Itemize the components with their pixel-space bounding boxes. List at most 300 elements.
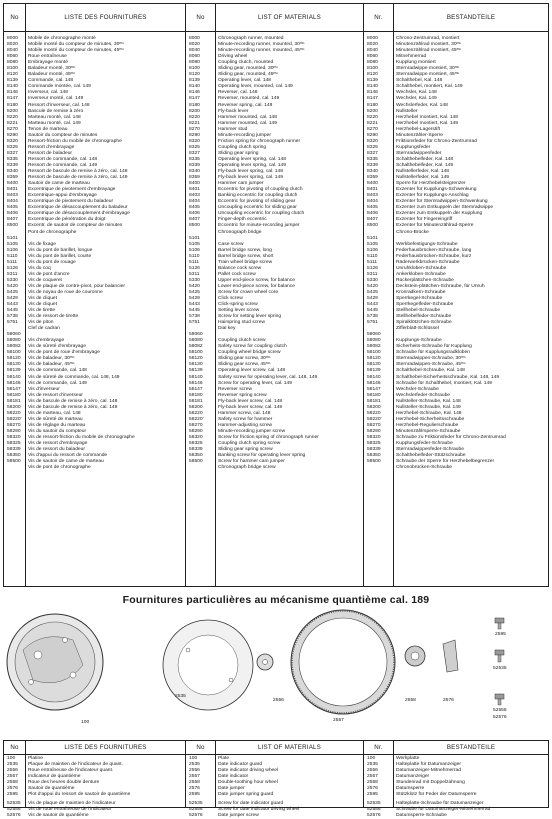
- part-name-cell: Wechslerfeder-Schraube: [396, 392, 451, 398]
- part-number-cell: 8120: [367, 72, 378, 78]
- part-number-cell: 58080: [7, 338, 21, 344]
- part-number-cell: 8500: [189, 223, 200, 229]
- part-name-cell: Vis de bascule de remise à zéro, cal. 148: [28, 398, 118, 404]
- part-number-cell: 8000: [7, 36, 18, 41]
- part-number-cell: 5425: [7, 289, 18, 295]
- part-name-cell: Uncoupling eccentric for sliding gear: [218, 205, 297, 211]
- part-name-cell: Halteplatte-Schraube für Datumanzeiger: [396, 801, 484, 807]
- part-name-cell: Vis d'appui du ressort de commande: [28, 453, 108, 459]
- part-number-cell: 8040: [7, 48, 18, 54]
- part-number-cell: 8221: [189, 120, 200, 126]
- part-number-cell: 58140: [367, 374, 381, 380]
- part-name-cell: Exzenter zum Entkuppeln der Kupplung: [396, 211, 483, 217]
- part-name-cell: Schraube für Schalthebel, montiert, Kal. 149: [396, 380, 492, 386]
- driving-wheel-drawing: [257, 654, 273, 670]
- part-number-cell: 5126: [7, 265, 18, 271]
- part-number-cell: 58147: [367, 386, 381, 392]
- part-name-cell: Datumsperre-Schraube: [396, 813, 447, 819]
- part-number-cell: 58339: [189, 447, 203, 453]
- part-name-cell: Vis de sûreté de commande, cal. 148, 149: [28, 374, 120, 380]
- part-name-cell: Vis de baladeur, 45ᵐⁿ: [28, 362, 75, 368]
- part-name-cell: Minutenzählrsperre-Schraube: [396, 428, 461, 434]
- part-name-cell: Roue entraîneuse: [28, 54, 67, 60]
- part-name-cell: Double-toothing hour wheel: [218, 780, 278, 786]
- part-name-cell: Vis de bascule de remise à zéro, cal. 149: [28, 404, 118, 410]
- part-number-cell: 58181: [7, 398, 21, 404]
- part-number-cell: 8405: [367, 205, 378, 211]
- part-name-cell: Eccentric for pivoting of coupling clutch: [218, 187, 303, 193]
- part-name-cell: Vis d'inverseur: [28, 386, 60, 392]
- part-number-cell: 58147: [7, 386, 21, 392]
- part-number-cell: 8403: [7, 193, 18, 199]
- part-name-cell: Case screw: [218, 241, 244, 247]
- part-name-cell: Click-spring screw: [218, 302, 258, 308]
- part-name-cell: Balance cock screw: [218, 265, 262, 271]
- header-nr-de: Nr.: [364, 4, 394, 31]
- part-name-cell: Eccentric for minute-recording jumper: [218, 223, 300, 229]
- header-no-fr: No: [4, 4, 26, 31]
- part-number-cell: 8060: [189, 54, 200, 60]
- part-name-cell: Screw for friction spring of chronograph runner: [218, 435, 319, 440]
- part-name-cell: Exzenter zum Entkuppeln der Sternradwippe: [396, 205, 494, 211]
- part-number-cell: 8146: [189, 90, 200, 96]
- part-number-cell: 58146: [7, 380, 21, 386]
- part-name-cell: Herzhebel-Schraube, Kal. 148: [396, 410, 462, 416]
- part-number-cell: 8100: [189, 66, 200, 72]
- figure-label-jumper: 2576: [443, 698, 454, 703]
- part-name-cell: Chrono-Zentrumrad, montiert: [396, 36, 460, 41]
- column-no-fr: [4, 32, 26, 586]
- part-name-cell: Vis de cliquet: [28, 302, 57, 308]
- part-name-cell: Excentr. de sautoir de compteur de minutes: [28, 223, 123, 229]
- part-name-cell: Schalthebelfeder, Kal. 148: [396, 156, 454, 162]
- part-number-cell: 8400: [367, 181, 378, 187]
- part-name-cell: Federhausbrücken-Schraube, lang: [396, 247, 472, 253]
- part-name-cell: Sternradwippenfeder-Schraube: [396, 447, 464, 453]
- part-number-cell: 5443: [7, 302, 18, 308]
- column-materials: [216, 755, 364, 819]
- part-number-cell: 5110: [7, 253, 18, 259]
- part-name-cell: Safety screw for coupling clutch: [218, 344, 287, 350]
- part-number-cell: 5111: [189, 259, 200, 265]
- part-name-cell: Reverser, cal. 148: [218, 90, 258, 96]
- part-name-cell: Chronograph runner, mounted: [218, 36, 284, 41]
- part-number-cell: 58220: [7, 410, 21, 416]
- header-fournitures: LISTE DES FOURNITURES: [26, 4, 186, 31]
- parts-illustration: [3, 610, 549, 740]
- part-number-cell: 8020: [367, 42, 378, 48]
- part-name-cell: Chronobrücken-Schraube: [396, 465, 453, 471]
- header-no-fr: No: [4, 741, 26, 754]
- part-number-cell: 5110: [189, 253, 200, 259]
- part-number-cell: 58120: [189, 356, 203, 362]
- part-number-cell: 8406: [189, 211, 200, 217]
- date-indicator-drawing: [291, 610, 395, 714]
- part-number-cell: 8400: [189, 181, 200, 187]
- part-number-cell: 8270: [367, 126, 378, 132]
- part-name-cell: Dial key: [218, 326, 236, 332]
- part-number-cell: 58270: [7, 422, 21, 428]
- part-name-cell: Train wheel bridge screw: [218, 259, 273, 265]
- part-name-cell: Platine: [28, 756, 43, 761]
- part-number-cell: 58220: [367, 410, 381, 416]
- part-name-cell: Schraube zu Friktionsfeder für Chrono-Zentrumrad: [396, 435, 506, 440]
- part-number-cell: 5425: [189, 289, 200, 295]
- materials-table-main: [3, 3, 549, 587]
- part-number-cell: 58130: [189, 362, 203, 368]
- part-name-cell: Coupling clutch screw: [218, 338, 266, 344]
- part-name-cell: Schraube für Kupplungsradkloben: [396, 350, 470, 356]
- part-name-cell: Vis de plaque de contre-pivot, pour balancier: [28, 283, 125, 289]
- part-name-cell: Sliding gear screw, 30ᵐⁿ: [218, 356, 271, 362]
- part-number-cell: 8335: [189, 156, 200, 162]
- part-name-cell: Chronograph bridge: [218, 229, 262, 235]
- column-fournitures: [26, 755, 186, 819]
- part-name-cell: Hammer mounted, cal. 149: [218, 120, 277, 126]
- part-number-cell: 5105: [189, 241, 200, 247]
- part-name-cell: Sperre für Herzhebelsteigrenzer: [396, 181, 466, 187]
- part-number-cell: 2557: [367, 774, 378, 780]
- part-name-cell: Excentrique de pénétration du doigt: [28, 217, 106, 223]
- part-name-cell: Vis de pont de roue d'embrayage: [28, 350, 100, 356]
- part-number-cell: 8404: [367, 199, 378, 205]
- part-number-cell: 58320: [189, 435, 203, 440]
- part-name-cell: Setting lever screw: [218, 308, 260, 314]
- part-number-cell: 100: [189, 756, 198, 761]
- part-name-cell: Chrono-Brücke: [396, 229, 429, 235]
- part-name-cell: Exzenter für Kupplungs-Schwenkung: [396, 187, 477, 193]
- part-number-cell: 8290: [189, 132, 200, 138]
- part-number-cell: 8340: [189, 169, 200, 175]
- part-name-cell: Räderwerkbrücken-Schraube: [396, 259, 460, 265]
- part-number-cell: 8020: [189, 42, 200, 48]
- part-number-cell: 5445: [7, 308, 18, 314]
- part-name-cell: Kupplung montiert: [396, 60, 436, 66]
- part-name-cell: Operating lever spring, cal. 149: [218, 162, 286, 168]
- part-number-cell: 8325: [189, 144, 200, 150]
- part-name-cell: Nullsteller-Schraube, Kal. 149: [396, 404, 461, 410]
- part-number-cell: 8180: [7, 102, 18, 108]
- column-no-en: [186, 32, 216, 586]
- part-number-cell: 8405: [7, 205, 18, 211]
- part-name-cell: Schalthebel, Kal. 148: [396, 78, 443, 84]
- part-name-cell: Exzenter für Kupplungs-Anschlag: [396, 193, 469, 199]
- part-number-cell: 8147: [367, 96, 378, 102]
- screw-2595-drawing: [495, 618, 504, 629]
- part-number-cell: 58147: [189, 386, 203, 392]
- part-name-cell: Coupling clutch spring: [218, 144, 267, 150]
- part-number-cell: 8405: [189, 205, 200, 211]
- part-name-cell: Herzhebel-Sicherheitsschraube: [396, 416, 465, 422]
- part-name-cell: Fly-back lever screw, cal. 148: [218, 398, 283, 404]
- part-number-cell: 5106: [367, 247, 378, 253]
- header-bestandteile: BESTANDTEILE: [446, 744, 496, 751]
- part-number-cell: 5420: [7, 283, 18, 289]
- part-number-cell: 8139: [367, 78, 378, 84]
- part-name-cell: Vis de sûreté d'embrayage: [28, 344, 86, 350]
- part-number-cell: 58120: [367, 356, 381, 362]
- part-number-cell: 58139: [189, 368, 203, 374]
- part-name-cell: Herzhebel-Lagerstift: [396, 126, 441, 132]
- part-name-cell: Screw for crown wheel core: [218, 289, 279, 295]
- part-number-cell: 58220': [7, 416, 22, 422]
- part-name-cell: Operating lever, mounted, cal. 149: [218, 84, 293, 90]
- part-name-cell: Date jumper spring guard: [218, 792, 274, 798]
- column-bestandteile: [394, 755, 548, 819]
- header-nr-de: Nr.: [364, 741, 394, 754]
- part-number-cell: 58290: [189, 428, 203, 434]
- part-name-cell: Barrel bridge screw, short: [218, 253, 274, 259]
- part-name-cell: Screw for setting lever spring: [218, 314, 282, 320]
- part-name-cell: Indicateur de quantième: [28, 774, 81, 780]
- part-name-cell: Minute-recording jumper screw: [218, 428, 286, 434]
- header-materials: LIST OF MATERIALS: [216, 741, 364, 754]
- part-number-cell: 5445: [367, 308, 378, 314]
- table-header-row: [4, 4, 548, 32]
- part-number-cell: 8406: [367, 211, 378, 217]
- part-number-cell: 58181: [367, 398, 381, 404]
- part-number-cell: 8404: [189, 199, 200, 205]
- part-number-cell: 8270: [7, 126, 18, 132]
- part-name-cell: Friktionsfeder für Chrono-Zentrumrad: [396, 138, 477, 144]
- part-name-cell: Minutenzählrad montiert, 45ᵐⁿ: [396, 48, 462, 54]
- part-name-cell: Werkbefestigungs-Schraube: [396, 241, 458, 247]
- part-name-cell: Vis de sautoir de quantième: [28, 813, 89, 819]
- part-name-cell: Vis de pont de chronographe: [28, 465, 91, 471]
- part-number-cell: 8327: [189, 150, 200, 156]
- part-name-cell: Schraube für Datumanzeiger-Mitnehmerrad: [396, 807, 491, 813]
- part-name-cell: Sternradwippe montiert, 30ᵐⁿ: [396, 66, 460, 72]
- part-name-cell: Sperrkegelfeder-Schraube: [396, 302, 454, 308]
- part-number-cell: 5751: [367, 320, 378, 326]
- part-number-cell: 52535: [367, 801, 381, 807]
- part-number-cell: 5330: [189, 277, 200, 283]
- part-name-cell: Vis du coq: [28, 265, 51, 271]
- part-name-cell: Sliding gear, mounted, 30ᵐⁿ: [218, 66, 279, 72]
- part-number-cell: 52576: [7, 813, 21, 819]
- part-name-cell: Kronradkern-Schraube: [396, 289, 446, 295]
- part-name-cell: Click screw: [218, 295, 243, 301]
- figure-label-driving-wheel: 2556: [273, 698, 284, 703]
- part-name-cell: Safety screw for hammer: [218, 416, 273, 422]
- part-name-cell: Sautoir de quantième: [28, 786, 75, 792]
- part-number-cell: 8146: [7, 90, 18, 96]
- part-name-cell: Nullsteller-Schraube, Kal. 148: [396, 398, 461, 404]
- part-number-cell: 8500: [367, 223, 378, 229]
- part-number-cell: 5425: [367, 289, 378, 295]
- part-number-cell: 58139: [367, 368, 381, 374]
- part-name-cell: Safety screw for operating lever, cal. 148, 149: [218, 374, 318, 380]
- part-name-cell: Minutenzählrad montiert, 30ᵐⁿ: [396, 42, 462, 48]
- part-number-cell: 5429: [367, 295, 378, 301]
- part-name-cell: Herzhebel montiert, Kal. 149: [396, 120, 458, 126]
- part-number-cell: 58139: [7, 368, 21, 374]
- part-name-cell: Inverseur monté, cal. 149: [28, 96, 84, 102]
- part-name-cell: Halteplatte für Datumanzeiger: [396, 762, 461, 768]
- part-number-cell: 8221: [7, 120, 18, 126]
- part-name-cell: Excentrique de pivotement d'embrayage: [28, 187, 116, 193]
- part-number-cell: 58146: [367, 380, 381, 386]
- part-name-cell: Sautoir de came de marteau: [28, 181, 90, 187]
- part-number-cell: 58325: [189, 441, 203, 447]
- materials-table-calendar: [3, 740, 549, 819]
- part-number-cell: 2556: [189, 768, 200, 774]
- part-name-cell: Ressort de bascule de remise à zéro, cal. 149: [28, 175, 128, 181]
- part-number-cell: 58082: [189, 344, 203, 350]
- part-name-cell: Hairspring stud screw: [218, 320, 266, 326]
- part-number-cell: 8325: [7, 144, 18, 150]
- part-number-cell: 8200: [367, 108, 378, 114]
- part-number-cell: 58290: [367, 428, 381, 434]
- part-number-cell: 8407: [7, 217, 18, 223]
- part-number-cell: 8140: [7, 84, 18, 90]
- part-number-cell: 8407: [367, 217, 378, 223]
- part-number-cell: 58500: [189, 459, 203, 465]
- part-name-cell: Vis de piton: [28, 320, 54, 326]
- part-number-cell: 8140: [189, 84, 200, 90]
- part-number-cell: 5445: [189, 308, 200, 314]
- part-name-cell: Hammer cam jumper: [218, 181, 264, 187]
- part-number-cell: 8404: [7, 199, 18, 205]
- part-number-cell: 5311: [189, 271, 200, 277]
- column-materials: [216, 32, 364, 586]
- part-number-cell: 5101: [189, 235, 200, 241]
- part-name-cell: Herzhebel-Regulierschraube: [396, 422, 459, 428]
- part-number-cell: 2576: [189, 786, 200, 792]
- date-jumper-drawing: [443, 640, 458, 672]
- part-name-cell: Schraube der Sperre für Herzhebelbegrenzer: [396, 459, 495, 465]
- part-name-cell: Fly-back lever spring, cal. 149: [218, 175, 283, 181]
- part-name-cell: Deckstein-plättchen-Schraube, für Unruh: [396, 283, 485, 289]
- part-number-cell: 58130: [7, 362, 21, 368]
- part-name-cell: Vis de marteau, cal. 148: [28, 410, 81, 416]
- part-name-cell: Hammer-adjusting screw: [218, 422, 273, 428]
- part-number-cell: 5111: [367, 259, 378, 265]
- part-name-cell: Hammer screw, cal. 148: [218, 410, 271, 416]
- part-number-cell: 8139: [7, 78, 18, 84]
- part-name-cell: Mitnehmerrad: [396, 54, 427, 60]
- part-name-cell: Nullsteller: [396, 108, 418, 114]
- part-number-cell: 8401: [367, 187, 378, 193]
- part-number-cell: 8320: [367, 138, 378, 144]
- part-name-cell: Sicherheits-Schraube für Kupplung: [396, 344, 472, 350]
- part-name-cell: Sliding gear, mounted, 45ᵐⁿ: [218, 72, 279, 78]
- part-name-cell: Zifferblatt-Schlüssel: [396, 326, 439, 332]
- screw-52535-drawing: [495, 650, 504, 662]
- part-name-cell: Ressort d'inverseur, cal. 148: [28, 102, 90, 108]
- part-number-cell: 2576: [7, 786, 18, 792]
- part-name-cell: Minutenzähler-Sperre: [396, 132, 444, 138]
- part-number-cell: 2535: [367, 762, 378, 768]
- part-number-cell: 58350: [189, 453, 203, 459]
- part-name-cell: Marteau monté, cal. 148: [28, 114, 81, 120]
- part-name-cell: Embrayage monté: [28, 60, 68, 66]
- part-number-cell: 8401: [189, 187, 200, 193]
- part-number-cell: 58180: [367, 392, 381, 398]
- part-number-cell: 8290: [367, 132, 378, 138]
- part-number-cell: 58100: [367, 350, 381, 356]
- part-number-cell: 8335: [367, 156, 378, 162]
- part-name-cell: Schalthebel-Schraube, Kal. 148: [396, 368, 465, 374]
- part-name-cell: Reverser screw: [218, 386, 252, 392]
- part-number-cell: 58082: [367, 344, 381, 350]
- part-number-cell: 5738: [7, 314, 18, 320]
- part-number-cell: 58220': [367, 416, 382, 422]
- part-name-cell: Rückerplättchen-Schraube: [396, 277, 454, 283]
- part-number-cell: 58180: [7, 392, 21, 398]
- part-number-cell: 2535: [189, 762, 200, 768]
- part-number-cell: 58060: [367, 332, 381, 338]
- part-name-cell: Schalthebelfeder-Stützschraube: [396, 453, 466, 459]
- part-number-cell: 5751: [189, 320, 200, 326]
- part-name-cell: Excentrique de pivotement du baladeur: [28, 199, 114, 205]
- part-number-cell: 5106: [7, 247, 18, 253]
- part-number-cell: 58200: [189, 404, 203, 410]
- part-number-cell: 5443: [189, 302, 200, 308]
- part-number-cell: 8340: [367, 169, 378, 175]
- part-name-cell: Vis de ressort-friction du mobile de chronographe: [28, 435, 135, 440]
- part-name-cell: Operating lever screw, cal. 148: [218, 368, 286, 374]
- part-number-cell: 58140: [189, 374, 203, 380]
- part-number-cell: 2556: [367, 768, 378, 774]
- part-name-cell: Exzenter für Minutenzählrad-Sperre: [396, 223, 474, 229]
- part-number-cell: 58325: [367, 441, 381, 447]
- part-name-cell: Finger-depth eccentric: [218, 217, 267, 223]
- part-name-cell: Sternradwippenfeder: [396, 150, 442, 156]
- part-number-cell: 5330: [7, 277, 18, 283]
- part-name-cell: Fly-back lever: [218, 108, 249, 114]
- part-name-cell: Banking eccentric for coupling clutch: [218, 193, 298, 199]
- part-name-cell: Ressort de baladeur: [28, 150, 73, 156]
- part-name-cell: Vis de pont d'ancre: [28, 271, 70, 277]
- part-number-cell: 8140: [367, 84, 378, 90]
- part-name-cell: Wechsler, Kal. 149: [396, 96, 437, 102]
- part-number-cell: 58060: [189, 332, 203, 338]
- part-number-cell: 8339: [189, 162, 200, 168]
- part-number-cell: 2576: [367, 786, 378, 792]
- part-name-cell: Friction spring for chronograph runner: [218, 138, 301, 144]
- part-name-cell: Fly-back lever spring, cal. 148: [218, 169, 283, 175]
- part-number-cell: 58350: [7, 453, 21, 459]
- part-name-cell: Vis de commande, cal. 149: [28, 380, 87, 386]
- part-name-cell: Vis du pont de barillet, longue: [28, 247, 93, 253]
- part-name-cell: Hammer stud: [218, 126, 248, 132]
- part-name-cell: Vis de cliquet: [28, 295, 57, 301]
- part-name-cell: Vis de ressort d'embrayage: [28, 441, 88, 447]
- part-name-cell: Nullstellerfeder, Kal. 149: [396, 175, 450, 181]
- part-number-cell: 5105: [7, 241, 18, 247]
- part-name-cell: Marteau monté, cal. 149: [28, 120, 81, 126]
- part-name-cell: Upper end-piece screw, for balance: [218, 277, 295, 283]
- part-number-cell: 8060: [367, 54, 378, 60]
- part-name-cell: Datumanzeiger-Mitnehmerrad: [396, 768, 461, 774]
- part-number-cell: 58060: [7, 332, 21, 338]
- part-name-cell: Vis d'embrayage: [28, 338, 65, 344]
- part-name-cell: Baladeur monté, 45ᵐⁿ: [28, 72, 76, 78]
- part-name-cell: Clef de cadran: [28, 326, 60, 332]
- part-name-cell: Vis de roue entraîneuse de l'indicateur: [28, 807, 112, 813]
- part-name-cell: Minute-recording runner, mounted, 30ᵐⁿ: [218, 42, 305, 48]
- part-name-cell: Minute-recording jumper: [218, 132, 272, 138]
- part-number-cell: 58130: [367, 362, 381, 368]
- part-number-cell: 58220: [189, 410, 203, 416]
- part-number-cell: 58220': [189, 416, 204, 422]
- part-name-cell: Mobile monté du compteur de minutes, 30ᵐⁿ: [28, 42, 124, 48]
- part-number-cell: 52535: [7, 801, 21, 807]
- part-name-cell: Sliding gear spring: [218, 150, 259, 156]
- part-number-cell: 2558: [7, 780, 18, 786]
- part-name-cell: Stellhebel-Schraube: [396, 308, 441, 314]
